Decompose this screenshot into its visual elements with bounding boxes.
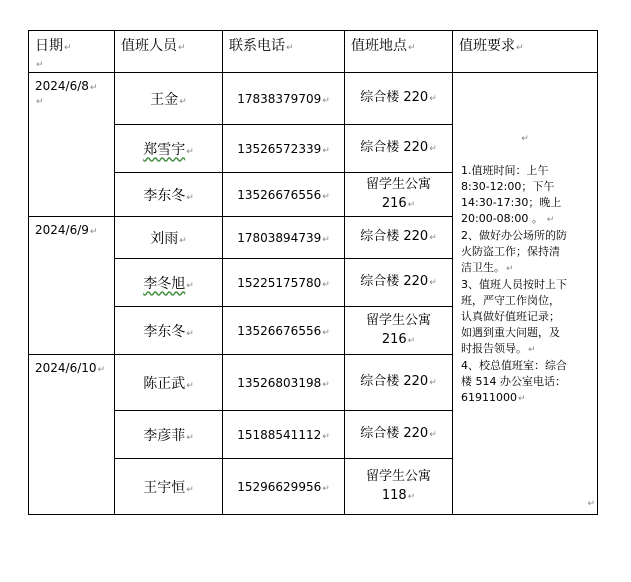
staff-name: 刘雨↵: [115, 217, 223, 259]
requirements-cell: ↵ 1.值班时间：上午 8:30-12:00；下午 14:30-17:30；晚上 20:00-08:00 。 ↵ 2、做好办公场所的防 火防盗工作；保持清 洁卫生。↵ 3、值班人员按时上下 班，严守工作岗位， 认真做好值班记录； 如遇到重大问题，及 时报告领导。↵ 4、校总值班室：综合 楼 514 办公室电话： 61911000↵ ↵: [453, 73, 598, 515]
requirement-line: 1.值班时间：上午: [461, 164, 549, 177]
location: 综合楼 220↵: [345, 217, 453, 259]
requirement-line: 班，严守工作岗位，: [461, 294, 560, 307]
location: 综合楼 220↵: [345, 73, 453, 125]
header-staff: 值班人员↵: [115, 31, 223, 73]
requirement-line: 4、校总值班室：综合: [461, 359, 567, 372]
header-phone: 联系电话↵: [223, 31, 345, 73]
requirement-line: 8:30-12:00；下午: [461, 180, 555, 193]
staff-name: 李冬旭↵: [115, 259, 223, 307]
table-row: [29, 73, 598, 125]
requirement-line: 认真做好值班记录；: [461, 310, 560, 323]
phone-number: 13526572339↵: [223, 125, 345, 173]
location: 综合楼 220↵: [345, 411, 453, 459]
location: 综合楼 220↵: [345, 355, 453, 411]
duty-schedule-table: [28, 30, 598, 515]
location: 留学生公寓 216↵: [345, 173, 453, 217]
phone-number: 13526676556↵: [223, 307, 345, 355]
phone-number: 13526676556↵: [223, 173, 345, 217]
requirement-line: 3、值班人员按时上下: [461, 278, 567, 291]
staff-name: 李东冬↵: [115, 307, 223, 355]
staff-name: 李东冬↵: [115, 173, 223, 217]
requirement-line: 楼 514 办公室电话：: [461, 375, 566, 388]
header-location: 值班地点↵: [345, 31, 453, 73]
requirement-line: 61911000↵: [461, 391, 526, 404]
location: 综合楼 220↵: [345, 125, 453, 173]
staff-name: 陈正武↵: [115, 355, 223, 411]
phone-number: 17803894739↵: [223, 217, 345, 259]
staff-name: 李彦菲↵: [115, 411, 223, 459]
staff-name: 王金↵: [115, 73, 223, 125]
date-cell: 2024/6/10↵: [29, 355, 115, 515]
phone-number: 15296629956↵: [223, 459, 345, 515]
requirement-line: 洁卫生。↵: [461, 261, 514, 274]
location: 综合楼 220↵: [345, 259, 453, 307]
requirement-line: 14:30-17:30；晚上: [461, 196, 562, 209]
requirement-line: 时报告领导。↵: [461, 342, 536, 355]
requirement-line: 2、做好办公场所的防: [461, 229, 567, 242]
phone-number: 15188541112↵: [223, 411, 345, 459]
header-row: [29, 31, 598, 73]
requirement-line: 20:00-08:00 。 ↵: [461, 212, 555, 225]
date-cell: 2024/6/8↵ ↵: [29, 73, 115, 217]
date-cell: 2024/6/9↵: [29, 217, 115, 355]
header-date: 日期↵ ↵: [29, 31, 115, 73]
location: 留学生公寓 216↵: [345, 307, 453, 355]
staff-name: 王宇恒↵: [115, 459, 223, 515]
header-requirements: 值班要求↵: [453, 31, 598, 73]
phone-number: 15225175780↵: [223, 259, 345, 307]
phone-number: 17838379709↵: [223, 73, 345, 125]
location: 留学生公寓 118↵: [345, 459, 453, 515]
requirement-line: 火防盗工作；保持清: [461, 245, 560, 258]
phone-number: 13526803198↵: [223, 355, 345, 411]
staff-name: 郑雪宇↵: [115, 125, 223, 173]
requirement-line: 如遇到重大问题，及: [461, 326, 560, 339]
